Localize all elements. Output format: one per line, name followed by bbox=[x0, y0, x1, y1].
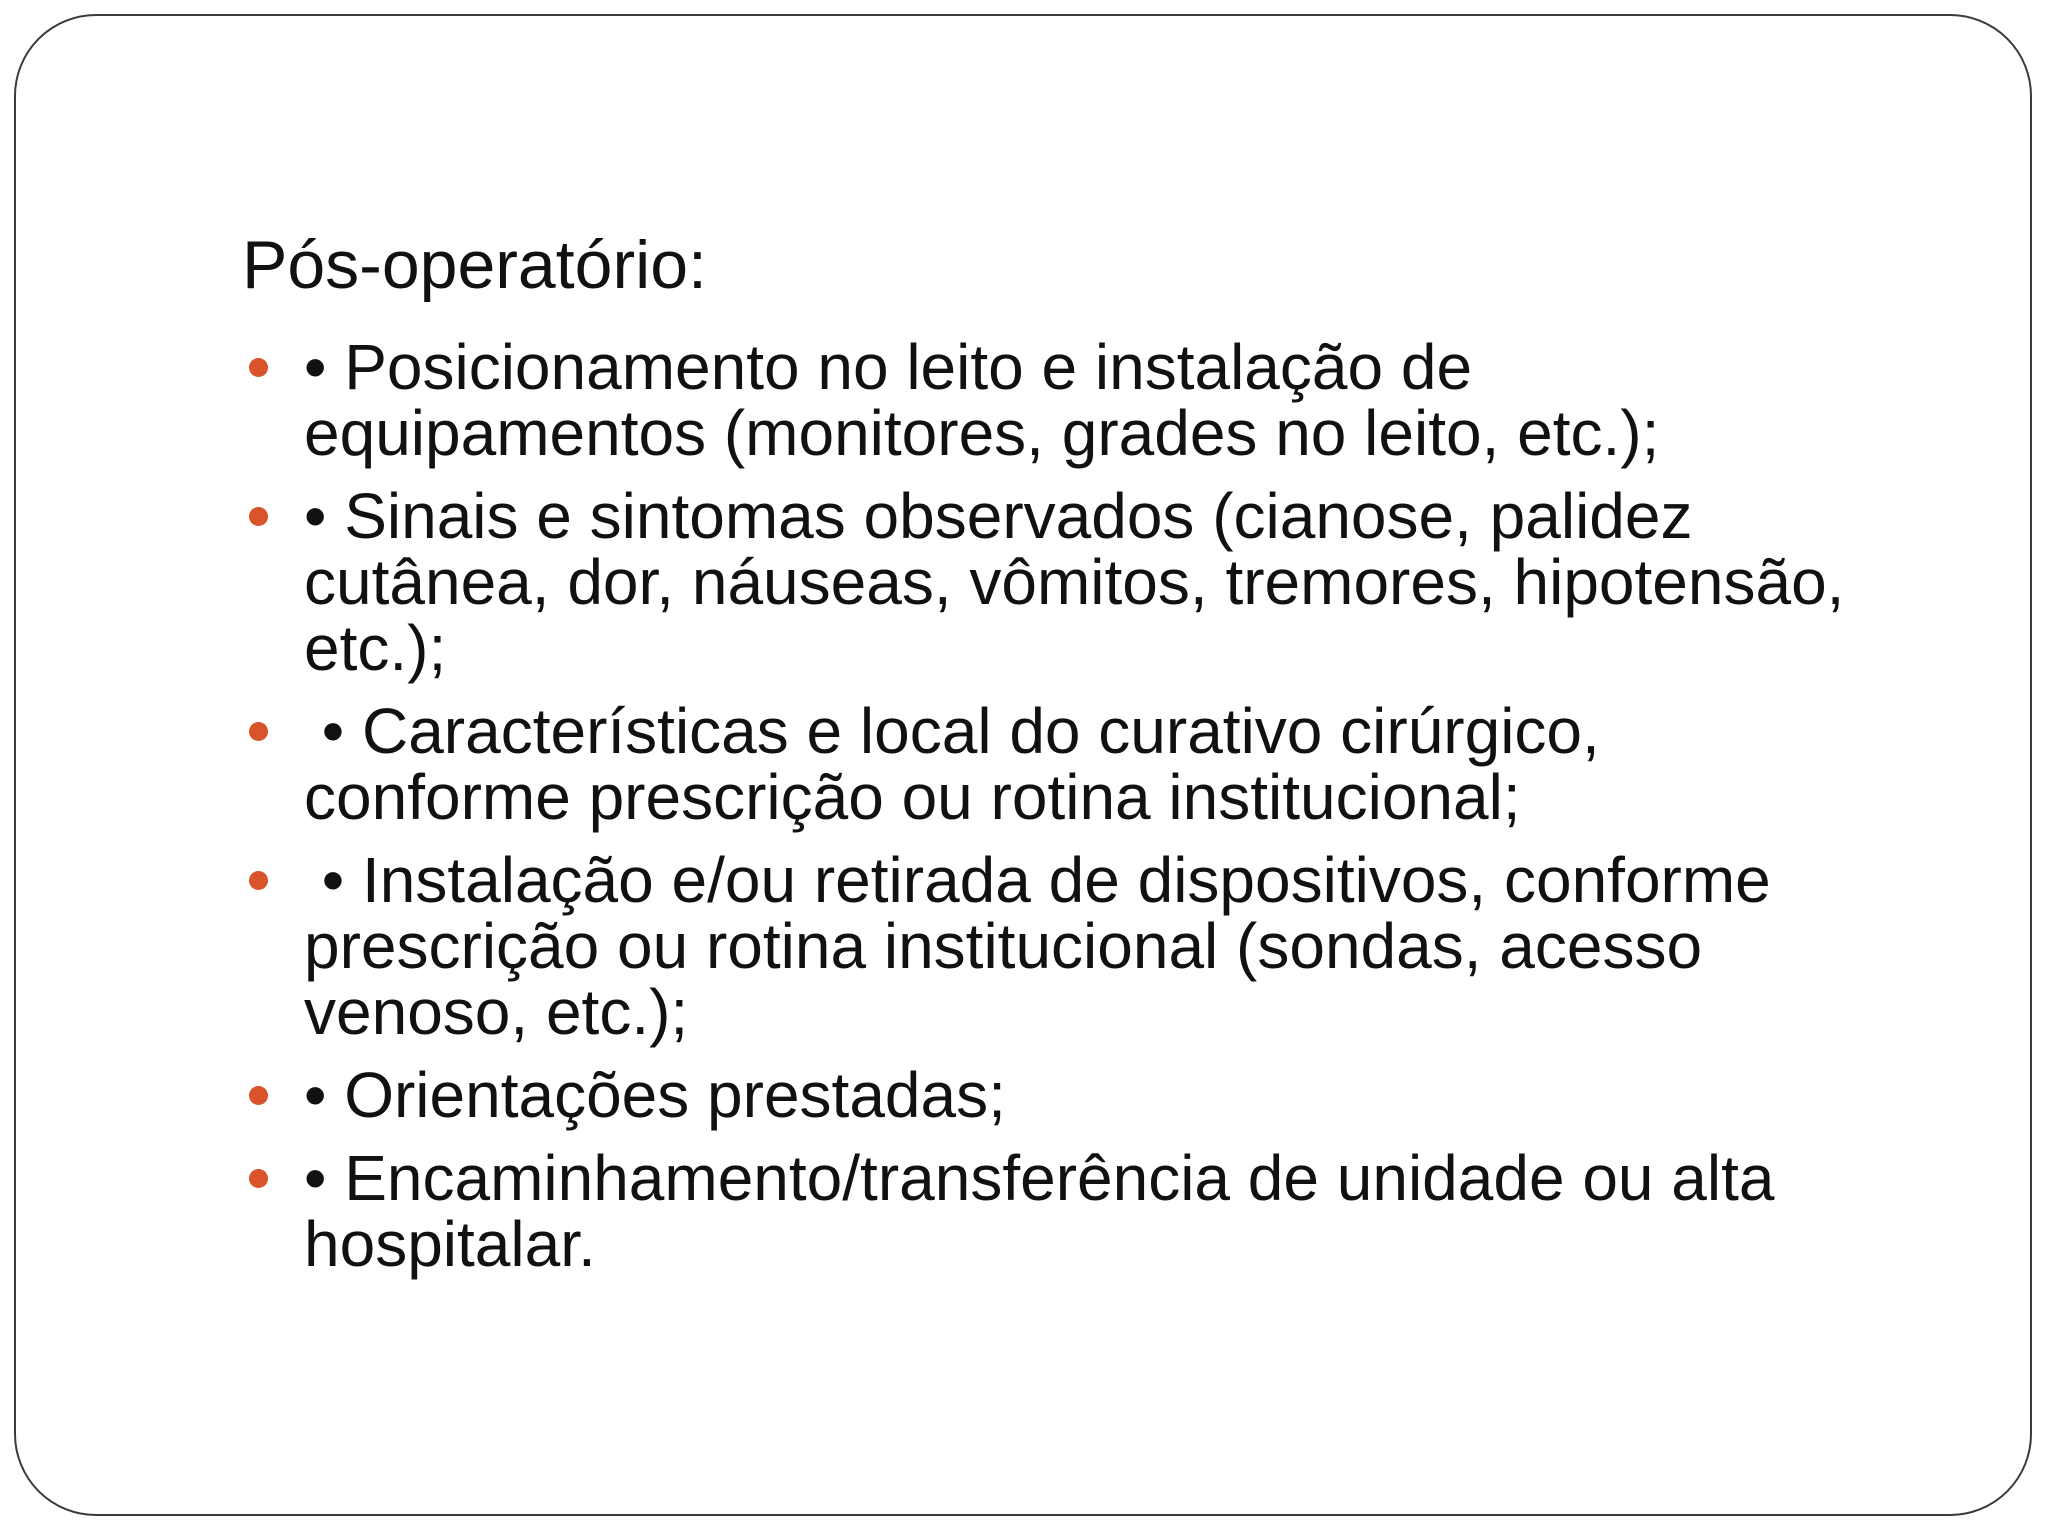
list-item-text: • Sinais e sintomas observados (cianose, palidez cutânea, dor, náuseas, vômitos, tremores, hipotensão, etc.); bbox=[304, 480, 1863, 685]
list-item bbox=[242, 331, 1882, 470]
list-item bbox=[242, 1059, 1882, 1132]
bullet-dot-icon bbox=[249, 358, 268, 377]
bullet-dot-icon bbox=[249, 871, 268, 890]
list-item bbox=[242, 695, 1882, 834]
slide-content bbox=[242, 226, 1882, 1294]
list-item-text: • Orientações prestadas; bbox=[304, 1059, 1006, 1132]
list-item bbox=[242, 480, 1882, 685]
bullet-dot-icon bbox=[249, 722, 268, 741]
list-item bbox=[242, 1142, 1882, 1281]
list-item-text: • Encaminhamento/transferência de unidade ou alta hospitalar. bbox=[304, 1142, 1793, 1281]
slide-title: Pós-operatório: bbox=[242, 227, 707, 303]
list-item-text: • Instalação e/ou retirada de dispositivos, conforme prescrição ou rotina institucional (sondas, acesso venoso, etc.); bbox=[304, 844, 1789, 1049]
bullet-dot-icon bbox=[249, 507, 268, 526]
bullet-dot-icon bbox=[249, 1169, 268, 1188]
list-item-text: • Características e local do curativo cirúrgico, conforme prescrição ou rotina institucional; bbox=[304, 695, 1618, 834]
bullet-dot-icon bbox=[249, 1086, 268, 1105]
list-item bbox=[242, 844, 1882, 1049]
slide-frame bbox=[14, 14, 2032, 1516]
list-item-text: • Posicionamento no leito e instalação de equipamentos (monitores, grades no leito, etc.); bbox=[304, 331, 1660, 470]
bullet-list bbox=[242, 331, 1882, 1281]
